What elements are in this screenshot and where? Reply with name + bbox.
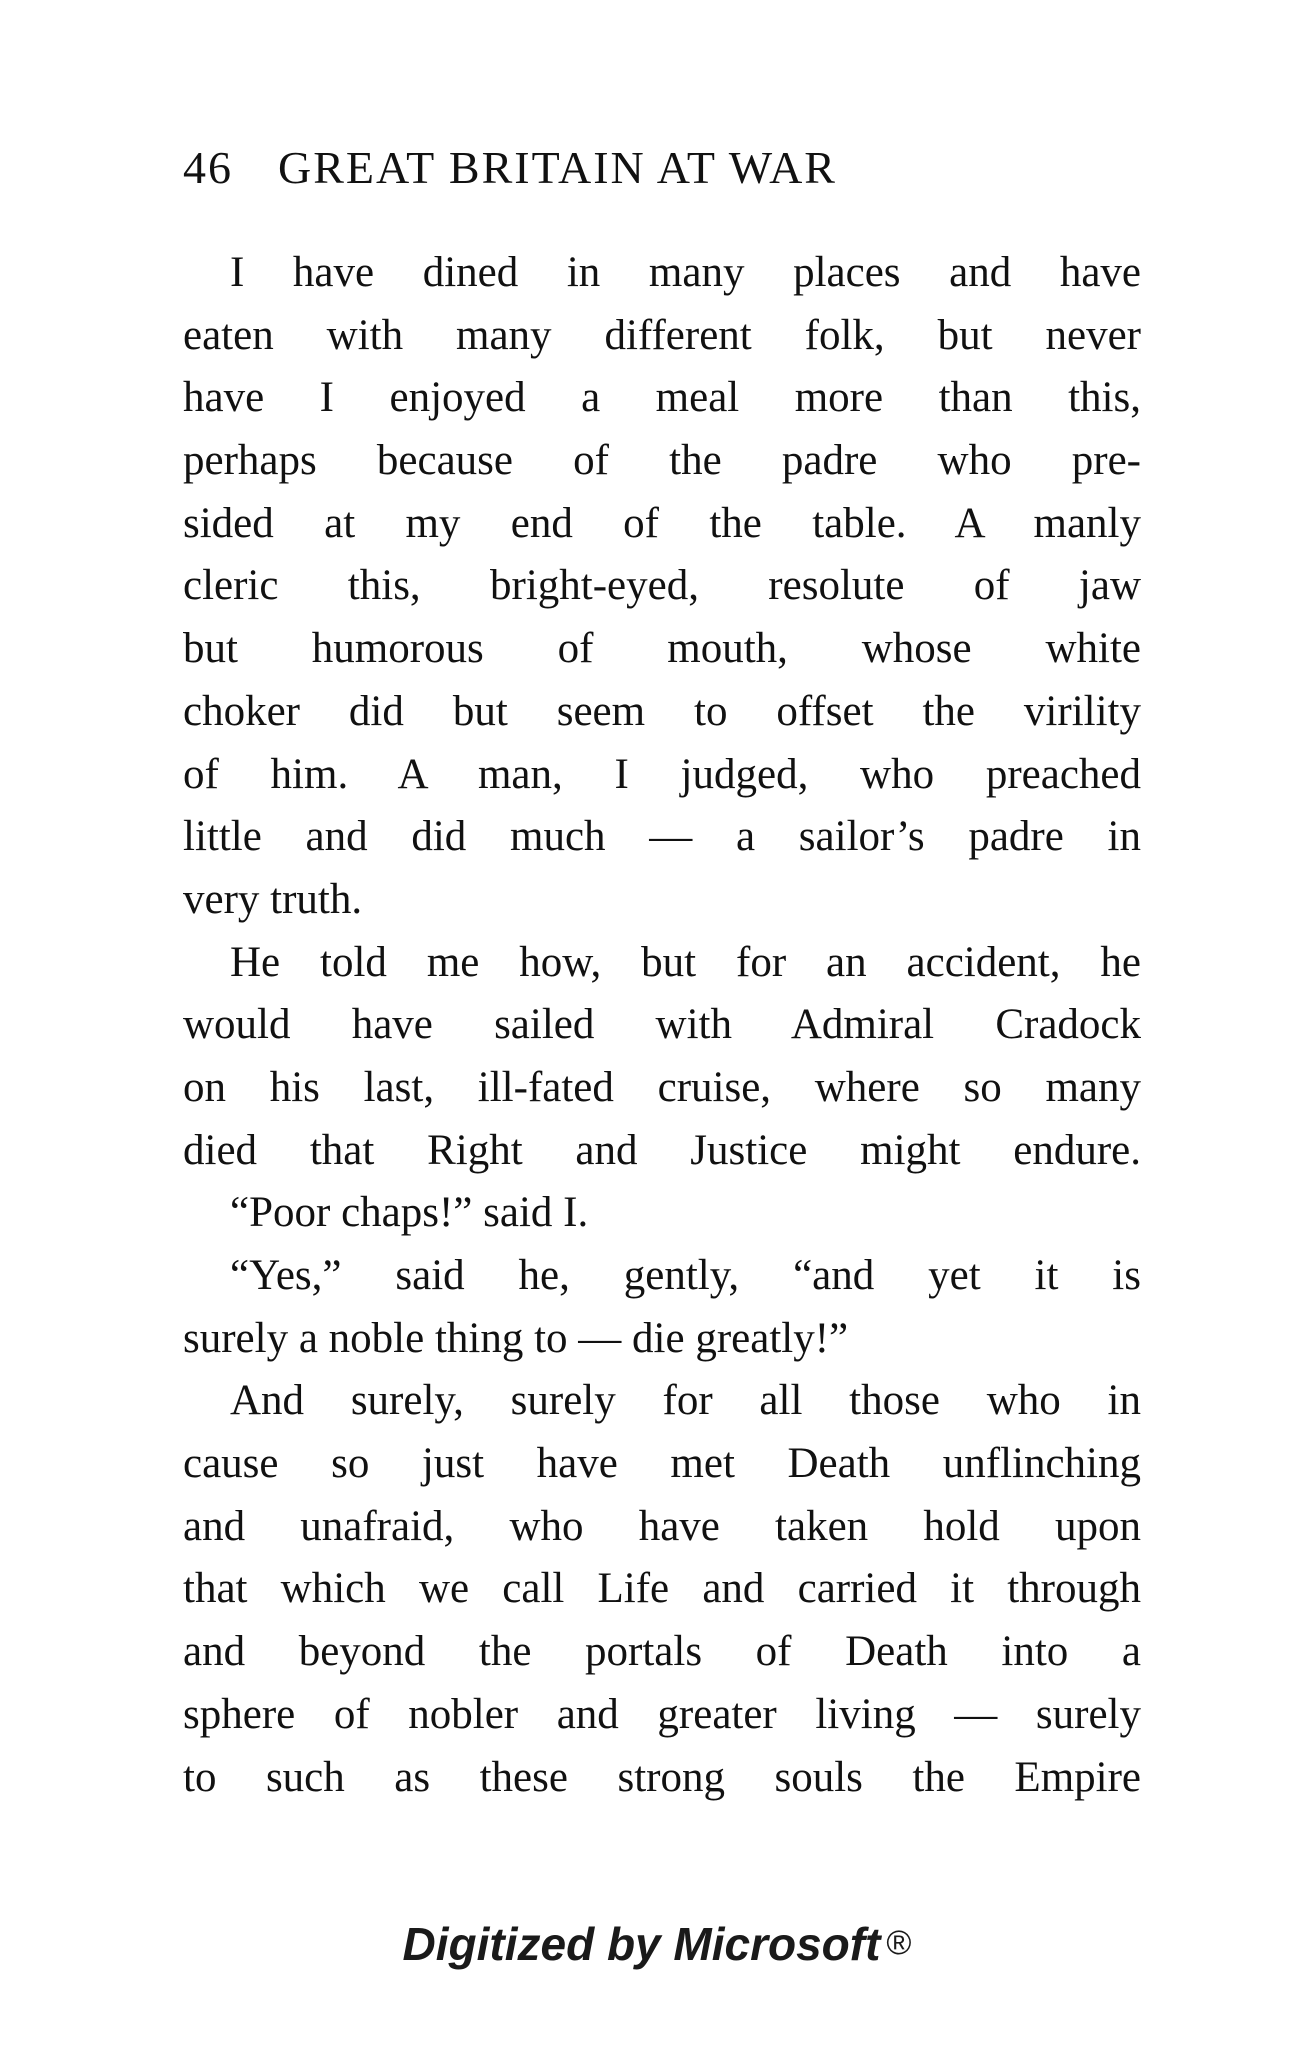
text-line: died that Right and Justice might endure.: [183, 1126, 1141, 1174]
running-title: GREAT BRITAIN AT WAR: [278, 142, 837, 193]
text-line: perhaps because of the padre who pre-: [183, 437, 1141, 485]
text-line: cause so just have met Death unflinching: [183, 1440, 1141, 1488]
text-line: and beyond the portals of Death into a: [183, 1628, 1141, 1676]
text-line: “Poor chaps!” said I.: [230, 1189, 589, 1237]
text-line: but humorous of mouth, whose white: [183, 625, 1141, 673]
watermark-text: Digitized by Microsoft: [402, 1918, 881, 1970]
text-line: cleric this, bright-eyed, resolute of jaw: [183, 562, 1141, 610]
text-line: eaten with many different folk, but never: [183, 311, 1141, 359]
text-line: He told me how, but for an accident, he: [230, 938, 1141, 986]
body-text: [183, 242, 1141, 1809]
text-line: little and did much — a sailor’s padre in: [183, 813, 1141, 861]
text-line: I have dined in many places and have: [230, 249, 1141, 296]
text-line: have I enjoyed a meal more than this,: [183, 374, 1141, 422]
text-line: sphere of nobler and greater living — surely: [183, 1690, 1141, 1738]
registered-mark: ®: [886, 1924, 912, 1962]
text-line: to such as these strong souls the Empire: [183, 1753, 1141, 1801]
page-number: 46: [183, 142, 233, 193]
text-line: would have sailed with Admiral Cradock: [183, 1001, 1141, 1049]
digitization-watermark: [0, 1915, 1314, 1972]
text-line: choker did but seem to offset the virility: [183, 687, 1141, 735]
running-header: [183, 140, 837, 196]
text-line: of him. A man, I judged, who preached: [183, 750, 1141, 798]
text-line: And surely, surely for all those who in: [230, 1377, 1141, 1425]
text-line: very truth.: [183, 875, 363, 923]
text-line: on his last, ill-fated cruise, where so many: [183, 1063, 1141, 1111]
text-line: surely a noble thing to — die greatly!”: [183, 1314, 849, 1362]
text-line: sided at my end of the table. A manly: [183, 499, 1141, 547]
text-line: “Yes,” said he, gently, “and yet it is: [230, 1252, 1141, 1299]
text-line: and unafraid, who have taken hold upon: [183, 1502, 1141, 1550]
text-line: that which we call Life and carried it through: [183, 1565, 1141, 1613]
